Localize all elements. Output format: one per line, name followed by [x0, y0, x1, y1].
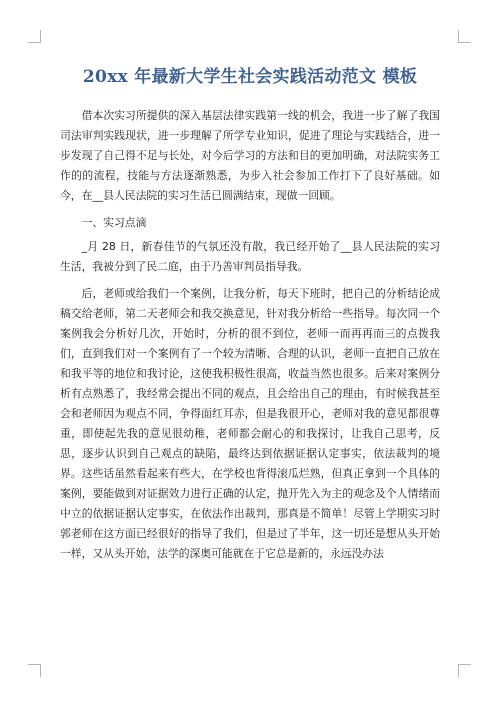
document-body [60, 106, 440, 571]
paragraph-start: _月 28 日，新春佳节的气氛还没有散，我已经开始了__县人民法院的实习生活，我被分到了民二庭，由于乃善审判员指导我。 [60, 240, 440, 273]
paragraph-case-analysis: 后，老师或给我们一个案例，让我分析，每天下班时，把自己的分析结论成稿交给老师，第二天老师会和我交换意见，针对我分析给一些指导。每次同一个案例我会分析好几次，开始时，分析的很不到位，老师一而再再而三的点拨我们，直到我们对一个案例有了一个较为清晰、合理的认识，老师一直把自己放在和我平等的地位和我讨论，这使我积极性很高，收益当然也很多。后来对案例分析有点熟悉了，我经常会提出不同的观点，且会给出自己的理由，有时候我甚至会和老师因为观点不同，争得面红耳赤，但是我很开心，老师对我的意见都很尊重，即使起先我的意见很幼稚，老师都会耐心的和我探讨，让我自己思考，反思，逐步认识到自己观点的缺陷，最终达到依据证据认定事实，依法裁判的境界。这些话虽然看起来有些大，在学校也背得滚瓜烂熟，但真正拿到一个具体的案例，要能做到对证据效力进行正确的认定，抛开先入为主的观念及个人情绪而中立的依据证据认定事实，在依法作出裁判，那真是不简单！尽管上学期实习时郭老师在这方面已经很好的指导了我们，但是过了半年，这一切还是想从头开始一样，又从头开始，法学的深奥可能就在于它总是新的，永远没办法 [60, 287, 440, 560]
crop-mark-bottom-right [458, 664, 471, 677]
paragraph-intro: 借本次实习所提供的深入基层法律实践第一线的机会，我进一步了解了我国司法审判实践现状，进一步理解了所学专业知识，促进了理论与实践结合，进一步发现了自己得不足与长处，对今后学习的方法和目的更加明确，对法院实务工作的的流程，技能与方法逐渐熟悉，为步入社会参加工作打下了良好基础。如今，在__县人民法院的实习生活已圆满结束，现做一回顾。 [60, 109, 440, 202]
crop-mark-top-left [28, 30, 41, 43]
document-title: 20xx 年最新大学生社会实践活动范文 模板 [82, 67, 418, 87]
section-heading: 一、实习点滴 [81, 216, 147, 229]
crop-mark-bottom-left [28, 664, 41, 677]
crop-mark-top-right [458, 30, 471, 43]
